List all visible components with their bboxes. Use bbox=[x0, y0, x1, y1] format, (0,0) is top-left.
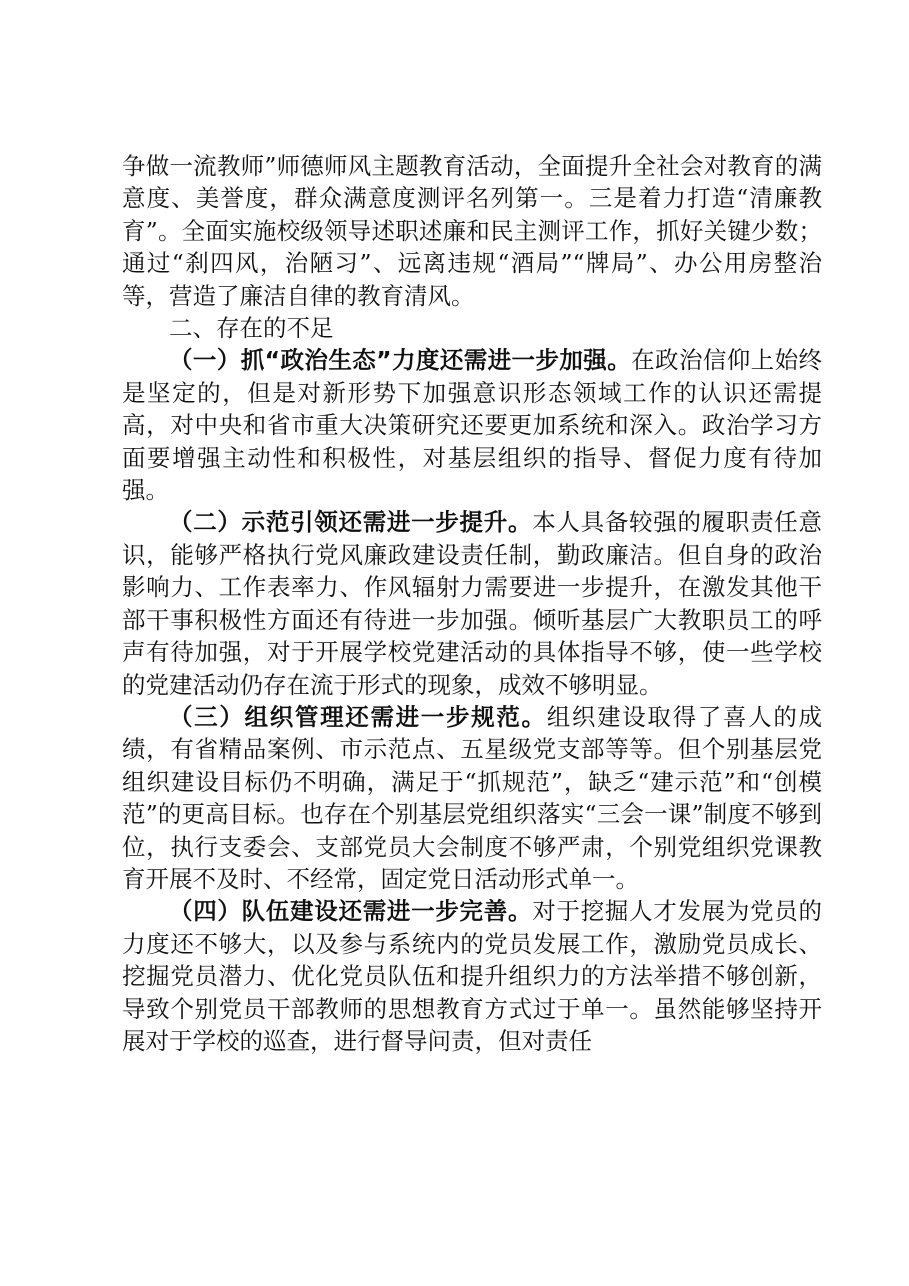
section-heading: 二、存在的不足 bbox=[169, 314, 334, 343]
intro-paragraph: 争做一流教师”师德师风主题教育活动，全面提升全社会对教育的满意度、美誉度，群众满意度测评名列第一。三是着力打造“清廉教育”。全面实施校级领导述职述廉和民主测评工作，抓好关键少数；通过“刹四风，治陋习”、远离违规“酒局”“牌局”、办公用房整治等，营造了廉洁自律的教育清风。 bbox=[122, 152, 822, 310]
item-lead-1: （一）抓“政治生态”力度还需进一步加强。 bbox=[169, 346, 632, 375]
item-paragraph-4 bbox=[122, 895, 822, 1057]
item-body-2: 本人具备较强的履职责任意识，能够严格执行党风廉政建设责任制，勤政廉洁。但自身的政治影响力、工作表率力、作风辐射力需要进一步提升，在激发其他干部干事积极性方面还有待进一步加强。倾听基层广大教职员工的呼声有待加强，对于开展学校党建活动的具体指导不够，使一些学校的党建活动仍存在流于形式的现象，成效不够明显。 bbox=[122, 508, 823, 699]
item-paragraph-1 bbox=[122, 344, 822, 506]
item-paragraph-3 bbox=[122, 701, 822, 895]
item-paragraph-2 bbox=[122, 506, 822, 700]
item-body-3: 组织建设取得了喜人的成绩，有省精品案例、市示范点、五星级党支部等等。但个别基层党组织建设目标仍不明确，满足于“抓规范”，缺乏“建示范”和“创模范”的更高目标。也存在个别基层党组织落实“三会一课”制度不够到位，执行支委会、支部党员大会制度不够严肃，个别党组织党课教育开展不及时、不经常，固定党日活动形式单一。 bbox=[122, 702, 823, 893]
item-body-4: 对于挖掘人才发展为党员的力度还不够大，以及参与系统内的党员发展工作，激励党员成长、挖掘党员潜力、优化党员队伍和提升组织力的方法举措不够创新，导致个别党员干部教师的思想教育方式过于单一。虽然能够坚持开展对于学校的巡查，进行督导问责，但对责任 bbox=[122, 897, 823, 1055]
item-lead-3: （三）组织管理还需进一步规范。 bbox=[169, 702, 547, 731]
item-lead-2: （二）示范引领还需进一步提升。 bbox=[169, 508, 533, 537]
document-page bbox=[122, 150, 822, 1057]
item-lead-4: （四）队伍建设还需进一步完善。 bbox=[169, 897, 533, 926]
item-body-1: 在政治信仰上始终是坚定的，但是对新形势下加强意识形态领域工作的认识还需提高，对中央和省市重大决策研究还要更加系统和深入。政治学习方面要增强主动性和积极性，对基层组织的指导、督促力度有待加强。 bbox=[122, 346, 823, 505]
